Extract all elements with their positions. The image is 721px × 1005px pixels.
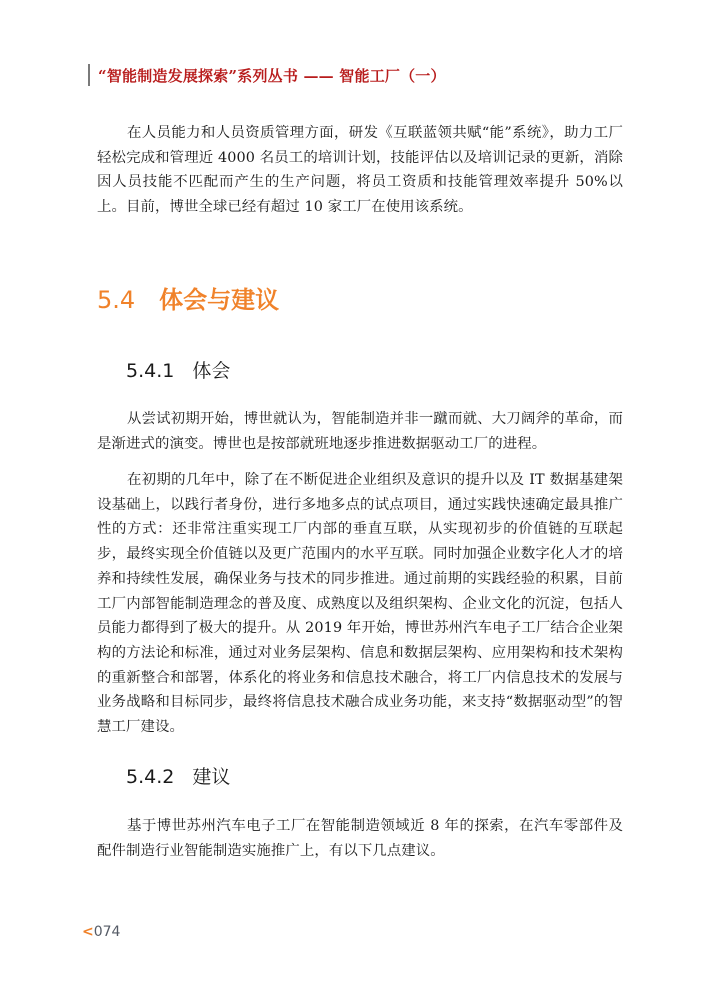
running-title: “智能制造发展探索”系列丛书 —— 智能工厂（一） (98, 66, 446, 85)
section-heading (97, 280, 279, 315)
body-paragraph: 从尝试初期开始，博世就认为，智能制造并非一蹴而就、大刀阔斧的革命，而是渐进式的演变。博世也是按部就班地逐步推进数据驱动工厂的进程。 (97, 411, 623, 452)
body-paragraph: 在初期的几年中，除了在不断促进企业组织及意识的提升以及 IT 数据基建架设基础上，以践行者身份，进行多地多点的试点项目，通过实践快速确定最具推广性的方式：还非常注重实现工厂内部的垂直互联，从实现初步的价值链的互联起步，最终实现全价值链以及更广范围内的水平互联。同时加强企业数字化人才的培养和持续性发展，确保业务与技术的同步推进。通过前期的实践经验的积累，目前工厂内部智能制造理念的普及度、成熟度以及组织架构、企业文化的沉淀，包括人员能力都得到了极大的提升。从 2019 年开始，博世苏州汽车电子工厂结合企业架构的方法论和标准，通过对业务层架构、信息和数据层架构、应用架构和技术架构的重新整合和部署，体系化的将业务和信息技术融合，将工厂内信息技术的发展与业务战略和目标同步，最终将信息技术融合成业务功能，来支持“数据驱动型”的智慧工厂建设。 (97, 472, 623, 736)
running-header (88, 64, 446, 86)
page-number (82, 924, 120, 940)
intro-paragraph: 在人员能力和人员资质管理方面，研发《互联蓝领共赋“能”系统》，助力工厂轻松完成和管理近 4000 名员工的培训计划，技能评估以及培训记录的更新，消除因人员技能不匹配而产生的生产问题，将员工资质和技能管理效率提升 50%以上。目前，博世全球已经有超过 10 家工厂在使用该系统。 (97, 125, 623, 216)
subsection-title: 体会 (192, 360, 231, 382)
subsection-heading-5-4-1 (126, 356, 230, 383)
page-number-value: 074 (93, 924, 121, 940)
body-paragraph: 基于博世苏州汽车电子工厂在智能制造领域近 8 年的探索，在汽车零部件及配件制造行业智能制造实施推广上，有以下几点建议。 (97, 818, 623, 859)
subsection-number: 5.4.1 (126, 360, 175, 382)
section-title: 体会与建议 (159, 286, 280, 314)
section-number: 5.4 (97, 286, 136, 314)
page-chevron-icon: < (82, 924, 94, 940)
subsection-heading-5-4-2 (126, 762, 230, 789)
header-divider-bar (88, 64, 90, 86)
subsection-number: 5.4.2 (126, 766, 175, 788)
subsection-title: 建议 (192, 766, 231, 788)
